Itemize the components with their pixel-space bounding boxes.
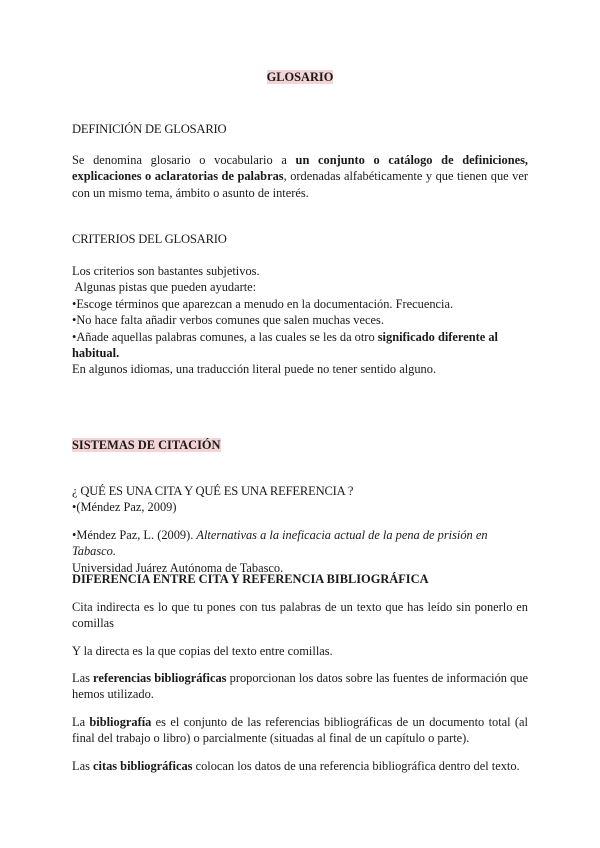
criterios-line-4: •No hace falta añadir verbos comunes que salen muchas veces. [72, 313, 384, 328]
referencia-title: Alternativas a la ineficacia actual de la pena de prisión en Tabasco. [72, 528, 488, 559]
cita-indirecta-paragraph: Cita indirecta es lo que tu pones con tus palabras de un texto que has leído sin ponerlo en comillas [72, 600, 528, 631]
citas-paragraph [72, 758, 528, 774]
criterios-list [72, 263, 528, 378]
criterios-line-1: Los criterios son bastantes subjetivos. [72, 264, 260, 278]
bibliografia-text-bold: bibliografía [89, 715, 152, 729]
criterios-line-3: •Escoge términos que aparezcan a menudo en la documentación. Frecuencia. [72, 296, 454, 311]
document-title [0, 70, 600, 85]
bibliografia-paragraph [72, 714, 528, 747]
referencias-text-bold: referencias bibliográficas [93, 671, 227, 685]
bibliografia-text-c: es el conjunto de las referencias bibliográficas de un documento total (al final del trabajo o libro) o parcialmente (situadas al final de un capítulo o parte). [72, 715, 528, 746]
definicion-text-a: Se denomina glosario o vocabulario a [72, 153, 296, 167]
referencia-example [72, 527, 528, 576]
definicion-heading: DEFINICIÓN DE GLOSARIO [72, 122, 227, 136]
definicion-text-bold: un conjunto o catálogo de definiciones, explicaciones o aclaratorias de palabras [72, 153, 529, 184]
referencias-text-c: proporcionan los datos sobre las fuentes de información que hemos utilizado. [72, 671, 528, 702]
referencia-author: •Méndez Paz, L. (2009). [72, 528, 197, 542]
bibliografia-text-a: La [72, 715, 90, 729]
criterios-line-5-text: •Añade aquellas palabras comunes, a las cuales se les da otro [72, 329, 378, 344]
cita-referencia-question: ¿ QUÉ ES UNA CITA Y QUÉ ES UNA REFERENCIA ? [72, 484, 354, 498]
document-title-text: GLOSARIO [266, 70, 334, 84]
criterios-line-5 [72, 329, 528, 362]
citas-text-a: Las [72, 759, 93, 773]
criterios-line-6: En algunos idiomas, una traducción literal puede no tener sentido alguno. [72, 362, 437, 377]
sistemas-heading [72, 437, 528, 453]
definicion-paragraph [72, 152, 528, 201]
referencias-text-a: Las [72, 671, 94, 685]
diferencia-heading: DIFERENCIA ENTRE CITA Y REFERENCIA BIBLIOGRÁFICA [72, 572, 429, 586]
criterios-line-5-bold: significado diferente al habitual. [72, 329, 498, 361]
citas-text-c: colocan los datos de una referencia bibliográfica dentro del texto. [192, 759, 520, 773]
criterios-heading: CRITERIOS DEL GLOSARIO [72, 232, 227, 246]
cita-example: •(Méndez Paz, 2009) [72, 500, 177, 514]
referencias-paragraph [72, 670, 528, 703]
cita-directa-paragraph: Y la directa es la que copias del texto entre comillas. [72, 644, 333, 658]
citas-text-bold: citas bibliográficas [93, 759, 193, 773]
referencia-publisher: Universidad Juárez Autónoma de Tabasco. [72, 560, 284, 575]
criterios-line-2: Algunas pistas que pueden ayudarte: [72, 280, 257, 295]
sistemas-heading-text: SISTEMAS DE CITACIÓN [72, 438, 221, 452]
definicion-text-c: , ordenadas alfabéticamente y que tienen que ver con un mismo tema, ámbito o asunto de interés. [72, 169, 528, 200]
